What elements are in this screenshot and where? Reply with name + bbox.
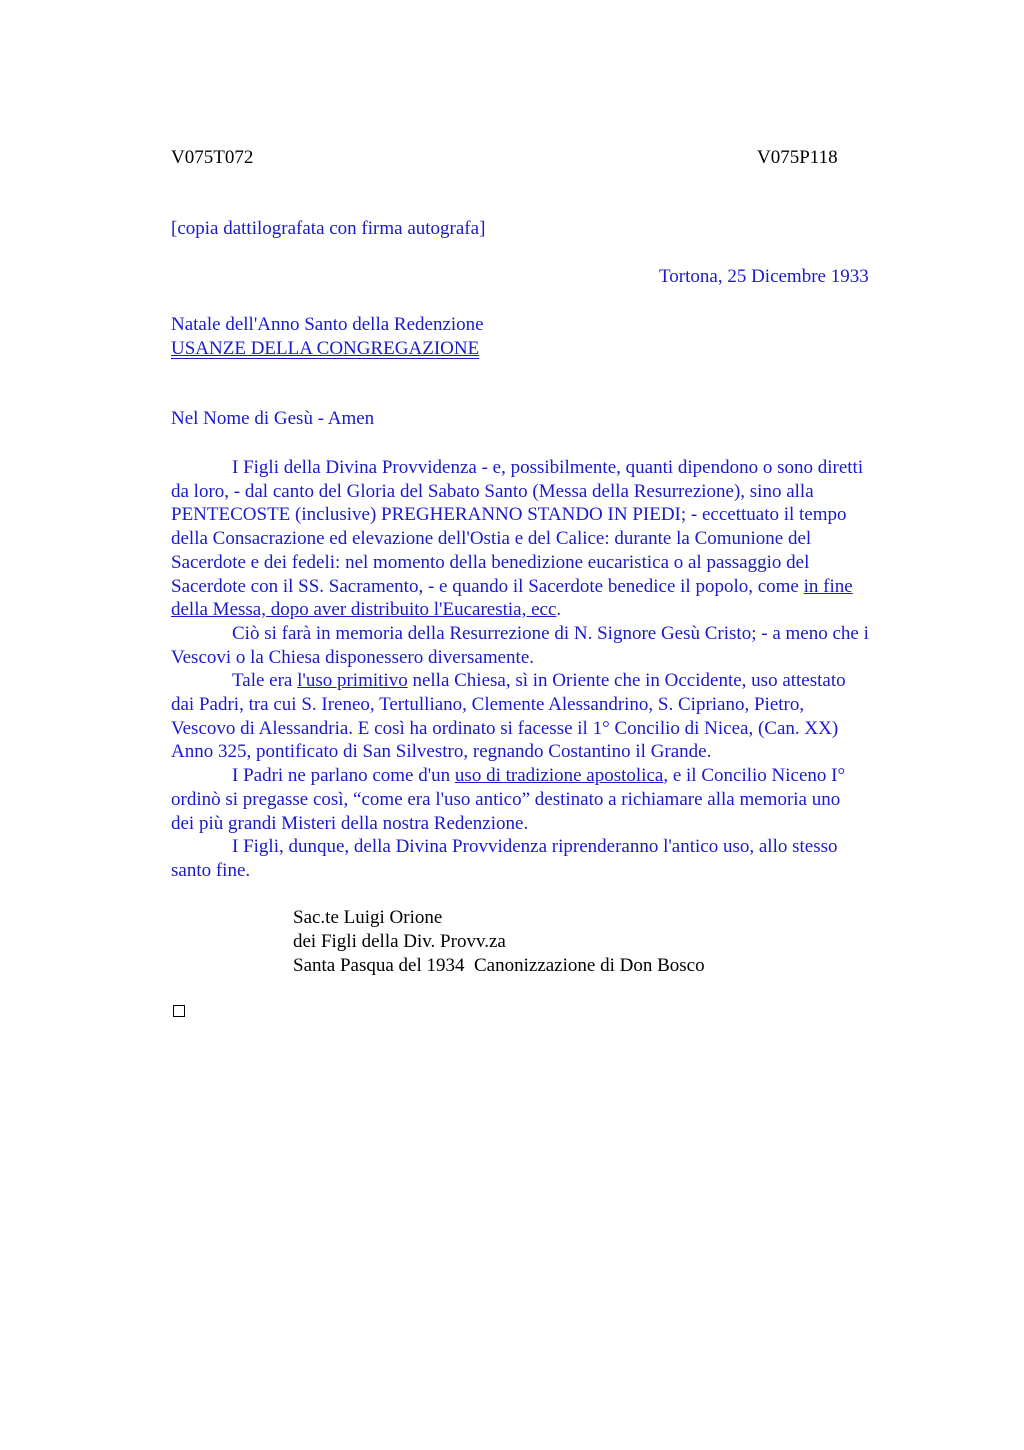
body-line: santo fine. — [171, 859, 251, 881]
letter-body — [171, 456, 931, 883]
underlined-phrase: in fine — [803, 575, 853, 597]
title-line-2: USANZE DELLA CONGREGAZIONE — [171, 338, 480, 359]
body-line: da loro, - dal canto del Gloria del Sabato Santo (Messa della Resurrezione), sino alla — [171, 480, 814, 502]
body-line — [171, 598, 931, 622]
body-text-span: , e il Concilio Niceno I° — [663, 765, 846, 787]
signature-name: Sac.te Luigi Orione — [293, 907, 443, 928]
underlined-phrase: della Messa, dopo aver distribuito l'Eucarestia, ecc — [171, 599, 557, 621]
body-line: dai Padri, tra cui S. Ireneo, Tertulliano, Clemente Alessandrino, S. Cipriano, Pietro, — [171, 694, 805, 716]
body-line — [171, 669, 931, 693]
signature-congregation: dei Figli della Div. Provv.za — [293, 931, 506, 952]
body-line: Sacerdote e dei fedeli: nel momento della benedizione eucaristica o al passaggio del — [171, 551, 810, 573]
archive-code-right: V075P118 — [757, 147, 838, 168]
body-text-span: Sacerdote con il SS. Sacramento, - e quando il Sacerdote benedice il popolo, come — [171, 575, 804, 597]
body-text-span: I Padri ne parlano come d'un — [232, 765, 455, 787]
signature-note: Santa Pasqua del 1934 Canonizzazione di Don Bosco — [293, 955, 705, 976]
body-line: Ciò si farà in memoria della Resurrezione di N. Signore Gesù Cristo; - a meno che i — [232, 622, 869, 644]
underlined-phrase: l'uso primitivo — [297, 670, 408, 692]
body-line: Anno 325, pontificato di San Silvestro, regnando Costantino il Grande. — [171, 741, 712, 763]
body-text-span: Tale era — [232, 670, 298, 692]
body-line — [171, 575, 931, 599]
date-line: Tortona, 25 Dicembre 1933 — [659, 266, 869, 287]
body-line — [171, 764, 931, 788]
archive-code-left: V075T072 — [171, 147, 254, 168]
body-line: I Figli, dunque, della Divina Provvidenza riprenderanno l'antico uso, allo stesso — [232, 836, 838, 858]
body-line: ordinò si pregasse così, “come era l'uso antico” destinato a richiamare alla memoria uno — [171, 788, 841, 810]
invocation: Nel Nome di Gesù - Amen — [171, 408, 375, 429]
body-text-span: . — [556, 599, 562, 621]
copy-note: [copia dattilografata con firma autografa] — [171, 218, 486, 239]
body-line: Vescovo di Alessandria. E così ha ordinato si facesse il 1° Concilio di Nicea, (Can. XX) — [171, 717, 839, 739]
body-line: PENTECOSTE (inclusive) PREGHERANNO STANDO IN PIEDI; - eccettuato il tempo — [171, 504, 847, 526]
title-line-1: Natale dell'Anno Santo della Redenzione — [171, 314, 484, 335]
body-line: Vescovi o la Chiesa disponessero diversamente. — [171, 646, 535, 668]
body-line: dei più grandi Misteri della nostra Redenzione. — [171, 812, 529, 834]
body-line: della Consacrazione ed elevazione dell'Ostia e del Calice: durante la Comunione del — [171, 528, 812, 550]
body-line: I Figli della Divina Provvidenza - e, possibilmente, quanti dipendono o sono diretti — [232, 457, 864, 478]
empty-box-icon — [173, 1005, 185, 1017]
underlined-phrase: uso di tradizione apostolica — [454, 765, 664, 787]
signature-block — [293, 906, 705, 978]
body-text-span: nella Chiesa, sì in Oriente che in Occidente, uso attestato — [407, 670, 846, 692]
